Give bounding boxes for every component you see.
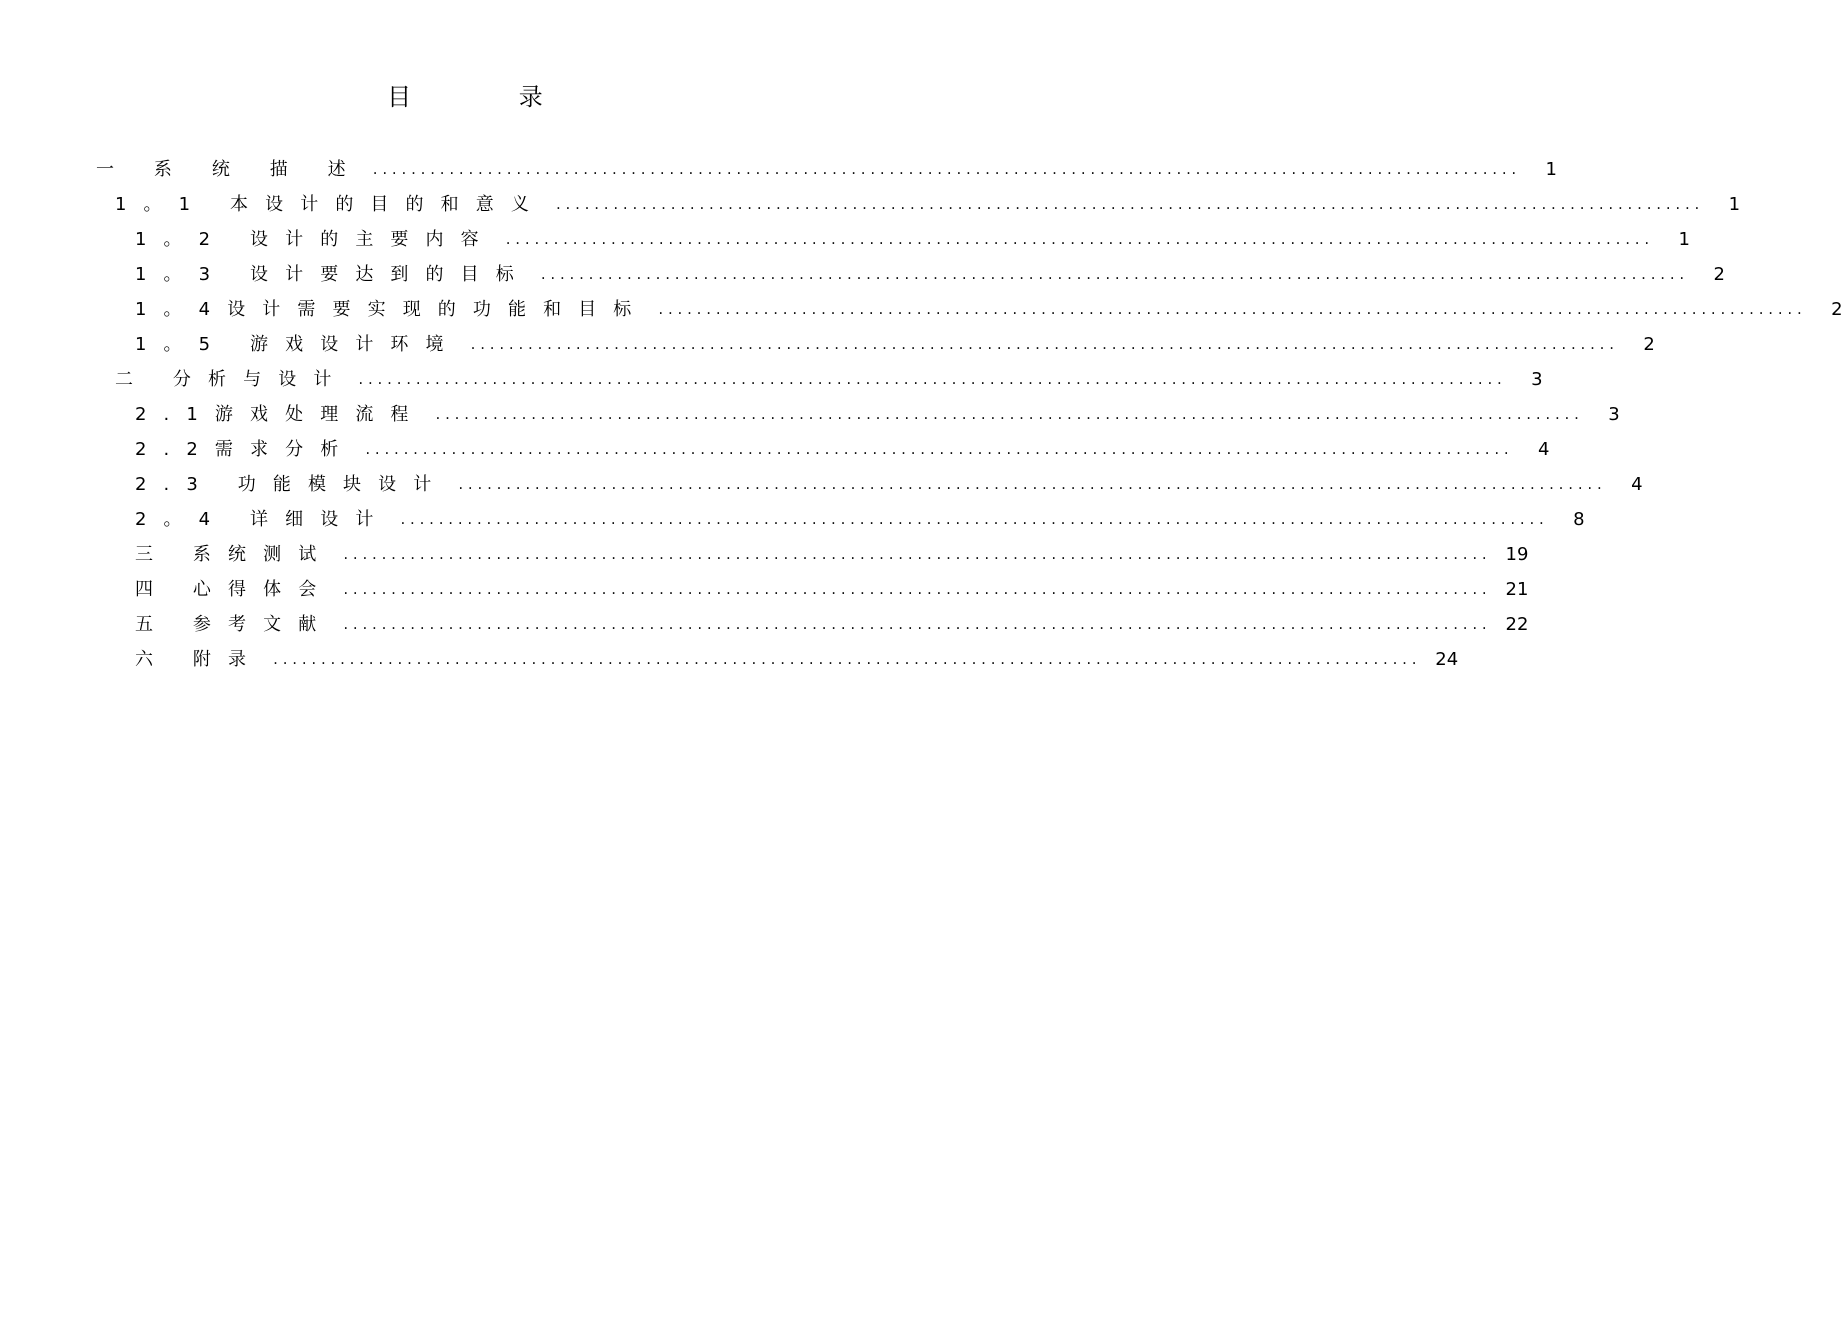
dot-leader: ........................................................................................................................ [343,615,1492,633]
page-title: 目 录 [387,83,593,111]
dot-leader: ........................................................................................................................ [343,545,1492,563]
toc-entry-label: 三 系统测试 [135,544,334,565]
dot-leader: ........................................................................................................................ [470,335,1619,353]
toc-entry-2[interactable] [115,362,1543,397]
toc-entry-label: 六 附录 [135,649,264,670]
toc-entry-1[interactable] [96,152,1557,187]
dot-leader: ........................................................................................................................ [372,160,1521,178]
toc-entry-label: 2.1游戏处理流程 [135,404,426,425]
dot-leader: ........................................................................................................................ [358,370,1507,388]
toc-entry-2-3[interactable] [135,467,1643,502]
toc-entry-label: 1。3 设计要达到的目标 [135,264,531,285]
toc-entry-6[interactable] [135,642,1459,677]
toc-entry-page: 19 [1505,544,1529,565]
toc-entry-5[interactable] [135,607,1529,642]
toc-entry-page: 1 [1678,229,1690,250]
dot-leader: ........................................................................................................................ [273,650,1422,668]
dot-leader: ........................................................................................................................ [435,405,1584,423]
dot-leader: ........................................................................................................................ [505,230,1654,248]
dot-leader: ........................................................................................................................ [400,510,1549,528]
toc-entry-page: 22 [1505,614,1529,635]
toc-entry-page: 24 [1435,649,1459,670]
toc-entry-page: 3 [1531,369,1543,390]
toc-entry-label: 四 心得体会 [135,579,334,600]
dot-leader: ........................................................................................................................ [540,265,1689,283]
toc-entry-label: 2.2需求分析 [135,439,356,460]
toc-entry-page: 4 [1538,439,1550,460]
toc-entry-3[interactable] [135,537,1529,572]
toc-entry-page: 1 [1545,159,1557,180]
toc-entry-label: 五 参考文献 [135,614,334,635]
toc-entry-1-3[interactable] [135,257,1725,292]
toc-entry-page: 2 [1643,334,1655,355]
toc-entry-label: 1。2 设计的主要内容 [135,229,496,250]
dot-leader: ........................................................................................................................ [658,300,1807,318]
toc-entry-page: 8 [1573,509,1585,530]
dot-leader: ........................................................................................................................ [555,195,1705,213]
dot-leader: ........................................................................................................................ [365,440,1514,458]
toc-entry-label: 1。4设计需要实现的功能和目标 [135,299,649,320]
toc-entry-label: 2。4 详细设计 [135,509,391,530]
toc-entry-4[interactable] [135,572,1529,607]
toc-entry-label: 1。5 游戏设计环境 [135,334,461,355]
toc-entry-1-5[interactable] [135,327,1655,362]
toc-entry-page: 4 [1631,474,1643,495]
toc-entry-page: 2 [1831,299,1843,320]
toc-entry-page: 3 [1608,404,1620,425]
dot-leader: ........................................................................................................................ [343,580,1492,598]
dot-leader: ........................................................................................................................ [458,475,1607,493]
toc-entry-label: 2.3 功能模块设计 [135,474,449,495]
toc-entry-2-2[interactable] [135,432,1550,467]
toc-entry-2-1[interactable] [135,397,1620,432]
toc-entry-page: 1 [1728,194,1741,215]
toc-entry-1-2[interactable] [135,222,1690,257]
toc-entry-label: 1。1 本设计的目的和意义 [115,194,546,215]
toc-entry-1-1[interactable] [115,187,1741,222]
toc-entry-label: 二 分析与设计 [115,369,349,390]
toc-entry-2-4[interactable] [135,502,1585,537]
toc-entry-page: 21 [1505,579,1529,600]
toc-entry-1-4[interactable] [135,292,1843,327]
toc-entry-page: 2 [1713,264,1725,285]
toc-entry-label: 一 系 统 描 述 [96,159,363,180]
